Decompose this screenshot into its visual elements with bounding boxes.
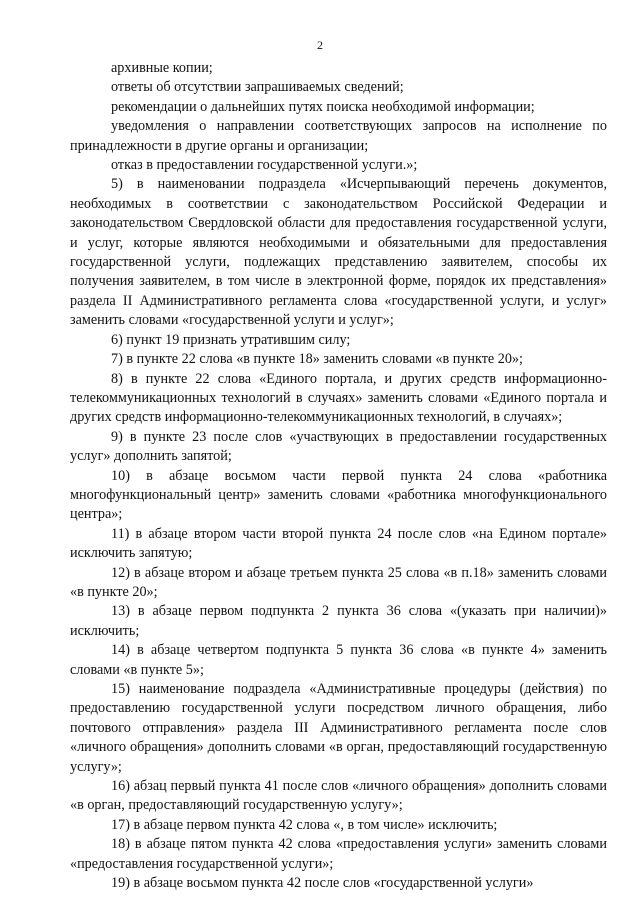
paragraph: отказ в предоставлении государственной услуги.»; [111, 157, 418, 174]
paragraph: 12) в абзаце втором и абзаце третьем пункта 25 слова «в п.18» заменить словами «в пункте 20»; [70, 564, 607, 600]
paragraph: рекомендации о дальнейших путях поиска необходимой информации; [111, 98, 535, 115]
paragraph: 18) в абзаце пятом пункта 42 слова «предоставления услуги» заменить словами «предоставления государственной услуги»; [70, 836, 607, 872]
paragraph: 6) пункт 19 признать утратившим силу; [111, 331, 351, 348]
paragraph: 15) наименование подраздела «Административные процедуры (действия) по предоставлению государственной услуги посредством личного обращения, либо почтового отправления» раздела III Административного регламента после слов «личного обращения» дополнить словами «в орган, предоставляющий государственную услугу»; [70, 681, 607, 775]
paragraph: 8) в пункте 22 слова «Единого портала, и других средств информационно-телекоммуникационных технологий в случаях» заменить словами «Единого портала и других средств информационно-телекоммуникационных технологий, в случаях»; [70, 370, 607, 426]
document-body [70, 59, 607, 893]
paragraph: архивные копии; [111, 60, 213, 76]
paragraph: 17) в абзаце первом пункта 42 слова «, в том числе» исключить; [111, 816, 498, 833]
paragraph: уведомления о направлении соответствующих запросов на исполнение по принадлежности в другие органы и организации; [70, 118, 607, 154]
paragraph: 13) в абзаце первом подпункта 2 пункта 36 слова «(указать при наличии)» исключить; [70, 603, 607, 639]
paragraph: 10) в абзаце восьмом части первой пункта 24 слова «работника многофункциональный центр» заменить словами «работника многофункционального центра»; [70, 467, 607, 523]
paragraph: 9) в пункте 23 после слов «участвующих в предоставлении государственных услуг» дополнить запятой; [70, 428, 607, 465]
paragraph: 5) в наименовании подраздела «Исчерпывающий перечень документов, необходимых в соответствии с законодательством Российской Федерации и законодательством Свердловской области для предоставления государственной услуги, и услуг, которые являются необходимыми и обязательными для предоставления государственной услуги, подлежащих представлению заявителем, способы их получения заявителем, в том числе в электронной форме, порядок их представления» раздела II Административного регламента слова «государственной услуги, и услуг» заменить словами «государственной услуги и услуг»; [70, 176, 607, 329]
paragraph: 16) абзац первый пункта 41 после слов «личного обращения» дополнить словами «в орган, предоставляющий государственную услугу»; [70, 778, 607, 814]
paragraph: 14) в абзаце четвертом подпункта 5 пункта 36 слова «в пункте 4» заменить словами «в пункте 5»; [70, 642, 607, 678]
paragraph: 19) в абзаце восьмом пункта 42 после слов «государственной услуги» [111, 875, 534, 892]
paragraph: 11) в абзаце втором части второй пункта 24 после слов «на Едином портале» исключить запятую; [70, 525, 607, 562]
paragraph: 7) в пункте 22 слова «в пункте 18» заменить словами «в пункте 20»; [111, 351, 523, 368]
paragraph: ответы об отсутствии запрашиваемых сведений; [111, 79, 404, 96]
page-number: 2 [317, 38, 323, 52]
